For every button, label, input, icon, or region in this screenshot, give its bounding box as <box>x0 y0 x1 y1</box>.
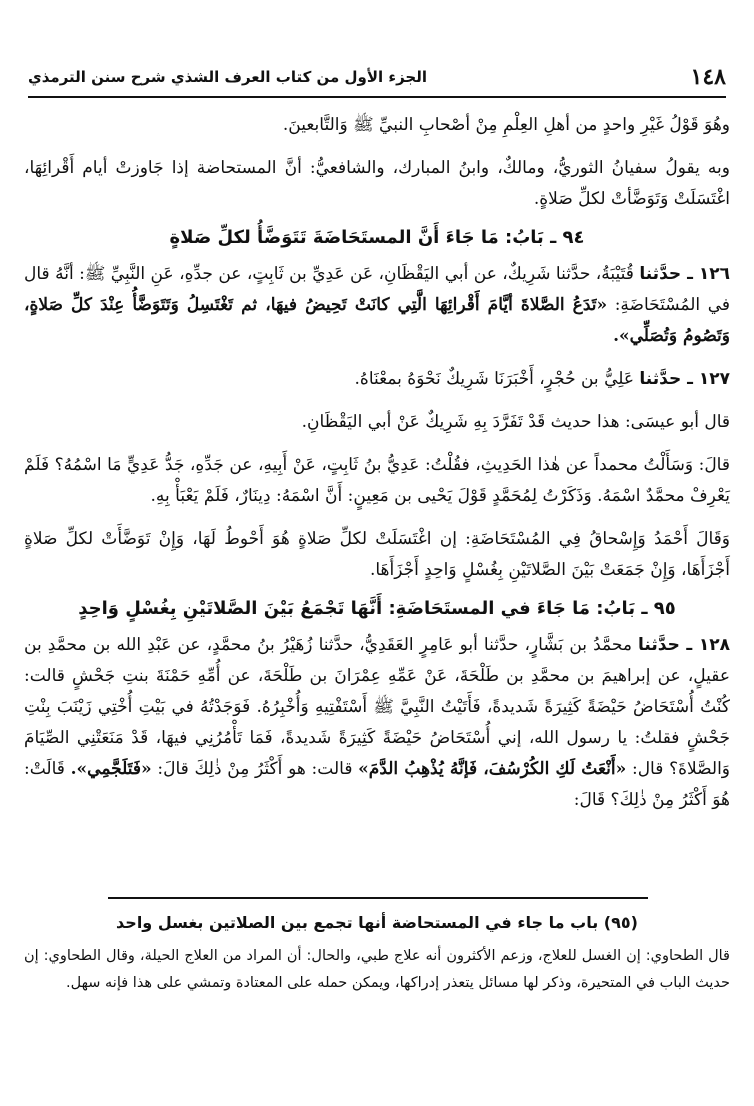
matn: «فَتَلَجَّمِي». <box>70 759 152 779</box>
hadith-number: ١٢٧ ـ حدَّثنا <box>639 369 730 389</box>
isnad: محمَّدُ بن بَشَّارٍ، حدَّثنا أبو عَامِرٍ العَقَدِيُّ، حدَّثنا زُهَيْرُ بنُ محمَّدٍ، عن عَبْدِ الله بن محمَّدِ بن عقيلٍ، عن إبراهيمَ بن محمَّدِ بن طَلْحَةَ، عَنْ عَمِّهِ عِمْرَانَ بن طَلْحَةَ، عن أُمِّهِ حَمْنَةَ بنتِ جَحْشٍ قالت: كُنْتُ أُسْتَحَاضُ حَيْضَةً كَثِيرَةً شَديدةً، فَأَتَيْتُ النَّبِيَّ ﷺ أَسْتَفْتِيهِ وَأُخْبِرُهُ. فَوَجَدْتُهُ في بَيْتِ أُخْتِي زَيْنَبَ بِنْتِ جَحْشٍ فقلتُ: يا رسول الله، إني أُسْتَحَاضُ حَيْضَةً كَثِيرَةً شَديدةً، فَمَا تَأْمُرُنِي فيهَا، قَدْ مَنَعَتْنِي الصِّيَامَ وَالصَّلاةَ؟ قال: <box>24 635 730 779</box>
hadith-number: ١٢٦ ـ حدَّثنا <box>639 264 730 284</box>
chapter-heading-94: ٩٤ ـ بَابُ: مَا جَاءَ أَنَّ المستَحَاضَةَ تَتَوَضَّأُ لكلِّ صَلاةٍ <box>169 227 585 248</box>
matn: «تَدَعُ الصَّلاةَ أيَّامَ أَقْرائِهَا الَّتِي كانَتْ تَحِيضُ فيهَا، ثم تَغْتَسِلُ وَتَتَوَضَّأُ عِنْدَ كلِّ صَلاةٍ، وَتَصُومُ وَتُصَلِّي». <box>24 295 730 346</box>
isnad: قُتَيْبَةُ، حدَّثنا شَرِيكٌ، عن أبي اليَقْظَانِ، عَن عَدِيِّ بن ثَابِتٍ، عن جدِّهِ، عَنِ النَّبِيِّ ﷺ: أنَّهُ قال في المُسْتَحَاضَةِ: <box>24 264 731 315</box>
narration: قالت: هو أَكْثَرُ مِنْ ذٰلِكَ قالَ: <box>157 759 353 779</box>
hadith-127 <box>24 364 730 395</box>
main-text <box>24 110 730 816</box>
page-header <box>28 58 726 98</box>
hadith-128 <box>24 630 730 816</box>
paragraph: قال أبو عيسَى: هذا حديث قَدْ تَفَرَّدَ بِهِ شَرِيكٌ عَنْ أبي اليَقْظَانِ. <box>301 412 730 432</box>
commentary <box>24 907 730 997</box>
narration: قَالَتْ: هُوَ أَكْثَرُ مِنْ ذٰلِكَ؟ قَالَ: <box>24 759 730 810</box>
page-number: ١٤٨ <box>690 64 726 90</box>
hadith-number: ١٢٨ ـ حدَّثنا <box>638 635 730 655</box>
commentary-title: (٩٥) باب ما جاء في المستحاضة أنها تجمع بين الصلاتين بغسل واحد <box>116 913 638 932</box>
isnad: عَلِيُّ بن حُجْرٍ، أَخْبَرَنَا شَرِيكٌ نَحْوَهُ بمعْنَاهُ. <box>354 369 635 389</box>
paragraph: وهُوَ قَوْلُ غَيْرِ واحدٍ من أهلِ العِلْمِ مِنْ أصْحابِ النبيِّ ﷺ وَالتَّابعينَ. <box>282 115 730 135</box>
paragraph: وَقَالَ أَحْمَدُ وَإِسْحاقُ فِي المُسْتَحَاضَةِ: إن اغْتَسَلَتْ لكلِّ صَلاةٍ هُوَ أَحْوطُ لَهَا، وَإِنْ تَوَضَّأَتْ لكلِّ صَلاةٍ أَجْزَأَهَا، وَإِنْ جَمَعَتْ بَيْنَ الصَّلاتَيْنِ بِغُسْلٍ وَاحِدٍ أَجْزَأَهَا. <box>24 529 730 580</box>
commentary-paragraph: قال الطحاوي: إن الغسل للعلاج، وزعم الأكثرون أنه علاج طبي، والحال: أن المراد من العلاج الحيلة، وقال الطحاوي: إن حديث الباب في المتحيرة، وذكر لها مسائل يتعذر إدراكها، ويمكن حمله على المعتادة وتمشي على هذا فإنه سهل. <box>24 948 730 991</box>
paragraph: قالَ: وَسَأَلْتُ محمداً عن هٰذا الحَدِيثِ، فقُلْتُ: عَدِيُّ بنُ ثَابِتٍ، عَنْ أَبِيهِ، عن جَدِّهِ، جَدُّ عَدِيٍّ مَا اسْمُهُ؟ فَلَمْ يَعْرِفْ محمَّدٌ اسْمَهُ. وَذَكَرْتُ لِمُحَمَّدٍ قَوْلَ يَحْيى بن مَعِينٍ: أَنَّ اسْمَهُ: دِينَارٌ، فَلَمْ يَعْبَأْ بِهِ. <box>24 455 730 506</box>
paragraph: وبه يقولُ سفيانُ الثوريُّ، ومالكٌ، وابنُ المبارك، والشافعيُّ: أنَّ المستحاضة إذا جَاوزتْ أيام أَقْرائِهَا، اغْتَسَلَتْ وَتَوَضَّأتْ لكلِّ صَلاةٍ. <box>24 158 730 209</box>
matn: «أَنْعَتُ لَكِ الكُرْسُفَ، فَإنَّهُ يُذْهِبُ الدَّمَ» <box>358 759 627 779</box>
footnote-divider <box>108 897 648 899</box>
hadith-126 <box>24 259 730 352</box>
chapter-heading-95: ٩٥ ـ بَابُ: مَا جَاءَ في المستَحَاضَةِ: أَنَّهَا تَجْمَعُ بَيْنَ الصَّلاتَيْنِ بِغُسْلٍ وَاحِدٍ <box>78 598 676 619</box>
running-title: الجزء الأول من كتاب العرف الشذي شرح سنن الترمذي <box>28 68 427 86</box>
